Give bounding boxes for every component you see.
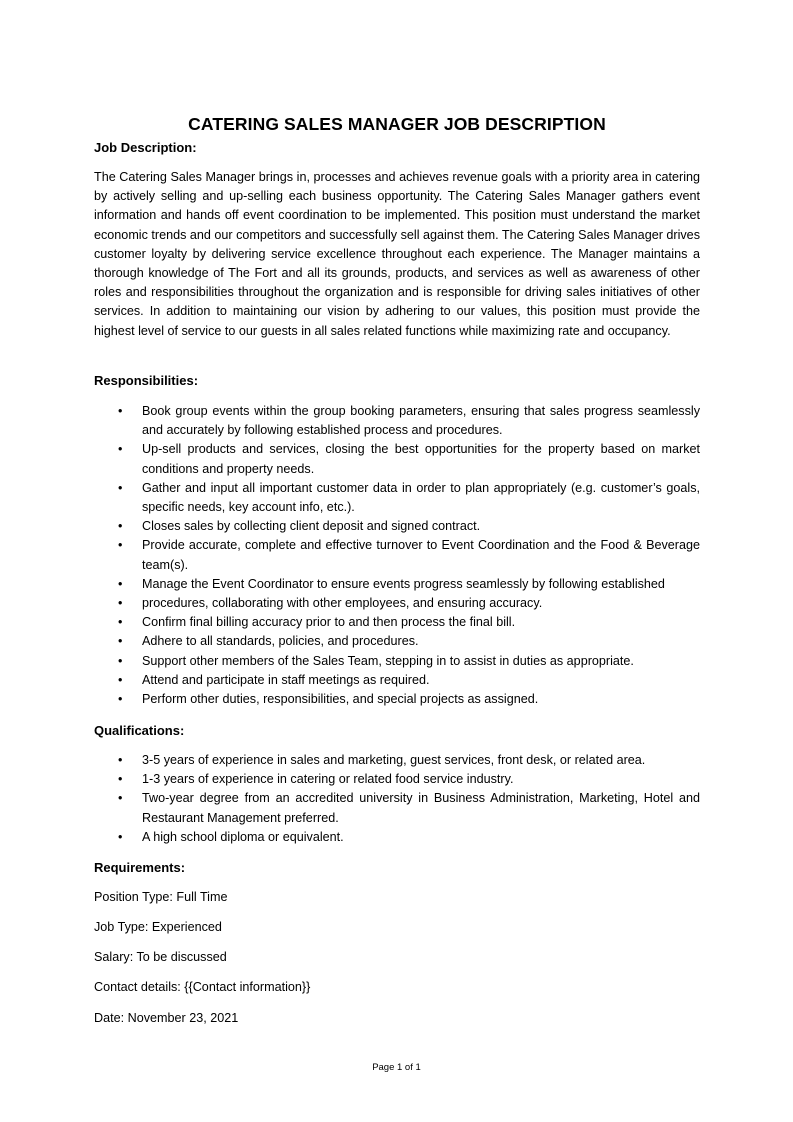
list-item: • Up-sell products and services, closing the best opportunities for the property based on market conditions and property needs. bbox=[118, 442, 700, 476]
bullet-icon: • bbox=[118, 791, 123, 806]
bullet-icon: • bbox=[118, 615, 123, 630]
bullet-icon: • bbox=[118, 404, 123, 418]
job-description-heading: Job Description: bbox=[94, 140, 197, 155]
bullet-icon: • bbox=[118, 672, 123, 687]
list-item: • Book group events within the group booking parameters, ensuring that sales progress seamlessly and accurately by following established process and procedures. bbox=[118, 404, 700, 438]
list-item: • 1-3 years of experience in catering or related food service industry. bbox=[94, 770, 700, 789]
responsibilities-heading: Responsibilities: bbox=[94, 373, 199, 388]
list-item: • Attend and participate in staff meetings as required. bbox=[94, 671, 700, 690]
list-item: • Two-year degree from an accredited university in Business Administration, Marketing, Hotel and Restaurant Management preferred. bbox=[118, 791, 700, 825]
contact-details: Contact details: {{Contact information}} bbox=[94, 980, 311, 994]
list-item: • Adhere to all standards, policies, and procedures. bbox=[94, 632, 700, 651]
job-type: Job Type: Experienced bbox=[94, 920, 222, 934]
list-item: • Closes sales by collecting client deposit and signed contract. bbox=[94, 517, 700, 536]
bullet-icon: • bbox=[118, 692, 123, 707]
bullet-icon: • bbox=[118, 538, 123, 553]
list-item: • 3-5 years of experience in sales and marketing, guest services, front desk, or related area. bbox=[94, 751, 700, 770]
bullet-icon: • bbox=[118, 772, 123, 787]
bullet-icon: • bbox=[118, 576, 123, 591]
bullet-icon: • bbox=[118, 653, 123, 668]
requirements-heading: Requirements: bbox=[94, 860, 186, 875]
list-item: • Provide accurate, complete and effective turnover to Event Coordination and the Food & Beverage team(s). bbox=[118, 538, 700, 572]
bullet-icon: • bbox=[118, 442, 123, 457]
document-title: CATERING SALES MANAGER JOB DESCRIPTION bbox=[188, 114, 606, 134]
bullet-icon: • bbox=[118, 753, 123, 767]
list-item: • Manage the Event Coordinator to ensure events progress seamlessly by following established bbox=[94, 575, 700, 594]
list-item: • Gather and input all important customer data in order to plan appropriately (e.g. customer’s goals, specific needs, key account info, etc.). bbox=[118, 480, 700, 515]
qualifications-list bbox=[94, 751, 700, 847]
bullet-icon: • bbox=[118, 829, 123, 844]
page-footer: Page 1 of 1 bbox=[372, 1062, 421, 1073]
responsibilities-list bbox=[94, 402, 700, 709]
date: Date: November 23, 2021 bbox=[94, 1011, 239, 1025]
bullet-icon: • bbox=[118, 519, 123, 534]
list-item: • Support other members of the Sales Team, stepping in to assist in duties as appropriate. bbox=[94, 652, 700, 671]
job-description-text: The Catering Sales Manager brings in, processes and achieves revenue goals with a priority area in catering by actively selling and up-selling each business opportunity. The Catering Sales Manager gathers event information and hands off event coordination to be implemented. This position must understand the market economic trends and our competitors and successfully sell against them. The Catering Sales Manager drives customer loyalty by delivering service excellence throughout each experience. The Manager maintains a thorough knowledge of The Fort and all its grounds, products, and services as well as awareness of other roles and responsibilities throughout the organization and is responsible for driving sales initiatives of other services. In addition to maintaining our vision by adhering to our values, this position must provide the highest level of service to our guests in all sales related functions while maximizing rate and occupancy. bbox=[94, 170, 700, 338]
bullet-icon: • bbox=[118, 634, 123, 649]
qualifications-heading: Qualifications: bbox=[94, 723, 185, 738]
list-item: • A high school diploma or equivalent. bbox=[94, 828, 700, 847]
bullet-icon: • bbox=[118, 596, 123, 611]
list-item: • procedures, collaborating with other employees, and ensuring accuracy. bbox=[94, 594, 700, 613]
list-item: • Perform other duties, responsibilities, and special projects as assigned. bbox=[94, 690, 700, 709]
list-item: • Confirm final billing accuracy prior to and then process the final bill. bbox=[94, 613, 700, 632]
position-type: Position Type: Full Time bbox=[94, 890, 228, 904]
bullet-icon: • bbox=[118, 480, 123, 495]
salary: Salary: To be discussed bbox=[94, 950, 227, 964]
